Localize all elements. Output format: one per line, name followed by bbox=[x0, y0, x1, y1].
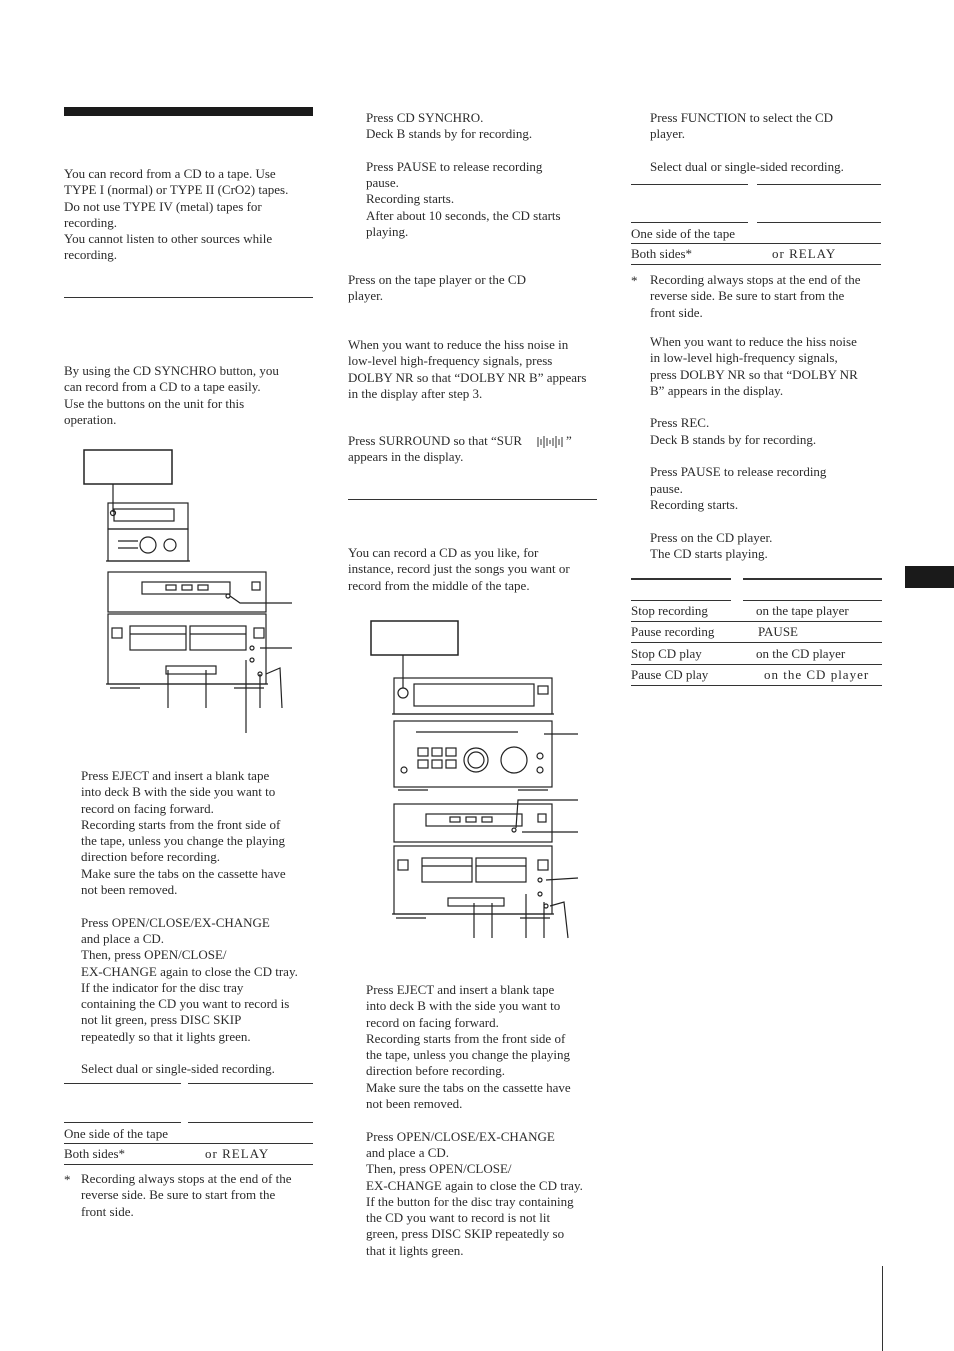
col3-table-line bbox=[631, 222, 748, 223]
col3-steps2: When you want to reduce the hiss noise in low-level high-frequency signals, press DOLBY NR so that “DOLBY NR B” appears in the display. Press REC. Deck B stands by for recording. Press PAUSE to release recording pause. Recording starts. Press on the CD player. The CD starts playing. bbox=[650, 334, 858, 561]
col2-manual-intro: You can record a CD as you like, for instance, record just the songs you want or record from the middle of the tape. bbox=[348, 545, 570, 593]
col3-ops-line bbox=[743, 600, 882, 601]
col1-table-row1: One side of the tape bbox=[64, 1126, 168, 1141]
col3-ops-line bbox=[631, 600, 731, 601]
ops-label-pause-recording: Pause recording bbox=[631, 624, 715, 639]
col1-synchro-intro: By using the CD SYNCHRO button, you can record from a CD to a tape easily. Use the buttons on the unit for this operation. bbox=[64, 363, 279, 427]
ops-label-stop-cd: Stop CD play bbox=[631, 646, 702, 661]
col1-table-line bbox=[64, 1122, 181, 1123]
col2-surround-close: ” bbox=[566, 433, 572, 448]
col1-divider bbox=[64, 297, 313, 298]
ops-value-stop-cd: on the CD player bbox=[756, 646, 846, 661]
page-edge-line bbox=[882, 1266, 883, 1351]
col3-table-bottom bbox=[631, 264, 881, 265]
col1-table-row2-val: or RELAY bbox=[205, 1146, 270, 1161]
stereo-illustration-1 bbox=[80, 448, 300, 738]
surround-indicator-icon bbox=[536, 435, 564, 449]
col1-table-top-right bbox=[188, 1083, 313, 1084]
section-tab-marker bbox=[905, 566, 954, 588]
col3-table-row2-val: or RELAY bbox=[772, 246, 837, 261]
ops-value-pause-cd: on the CD player bbox=[764, 667, 870, 682]
col2-dolby: When you want to reduce the hiss noise in low-level high-frequency signals, press DOLBY NR so that “DOLBY NR B” appears in the display after step 3. bbox=[348, 337, 587, 401]
col3-table-line bbox=[631, 243, 881, 244]
col1-intro: You can record from a CD to a tape. Use TYPE I (normal) or TYPE II (CrO2) tapes. Do not use TYPE IV (metal) tapes for recording. You cannot listen to other sources while recording. bbox=[64, 166, 289, 263]
col3-footnote: Recording always stops at the end of the reverse side. Be sure to start from the front side. bbox=[650, 272, 861, 320]
col1-footnote-mark: * bbox=[64, 1172, 71, 1187]
col1-table-top-left bbox=[64, 1083, 181, 1084]
col2-divider bbox=[348, 499, 597, 500]
col1-table-line bbox=[64, 1143, 313, 1144]
col1-table-bottom bbox=[64, 1164, 313, 1165]
col1-footnote: Recording always stops at the end of the reverse side. Be sure to start from the front side. bbox=[81, 1171, 292, 1219]
col3-table-row1: One side of the tape bbox=[631, 226, 735, 241]
col3-table-top-left bbox=[631, 184, 748, 185]
col3-ops-line bbox=[631, 642, 882, 643]
col3-ops-line bbox=[631, 664, 882, 665]
ops-label-stop-recording: Stop recording bbox=[631, 603, 708, 618]
ops-value-pause-recording: PAUSE bbox=[758, 624, 798, 639]
stereo-illustration-2 bbox=[368, 618, 583, 940]
ops-label-pause-cd: Pause CD play bbox=[631, 667, 709, 682]
col2-steps: Press CD SYNCHRO. Deck B stands by for recording. Press PAUSE to release recording pause. Recording starts. After about 10 seconds, the CD starts playing. bbox=[366, 110, 561, 240]
col3-table-line bbox=[757, 222, 881, 223]
col3-ops-bottom bbox=[631, 685, 882, 686]
col3-table-top-right bbox=[757, 184, 881, 185]
col3-ops-top-right bbox=[743, 578, 882, 580]
col3-table-row2: Both sides* bbox=[631, 246, 693, 261]
col3-ops-line bbox=[631, 621, 882, 622]
col3-steps: Press FUNCTION to select the CD player. Select dual or single-sided recording. bbox=[650, 110, 844, 174]
col2-surround-line2: appears in the display. bbox=[348, 449, 464, 464]
col3-ops-top-left bbox=[631, 578, 731, 580]
col2-stop: Press on the tape player or the CD player. bbox=[348, 272, 526, 304]
section-title-bar bbox=[64, 107, 313, 116]
col3-footnote-mark: * bbox=[631, 273, 638, 288]
ops-value-stop-recording: on the tape player bbox=[756, 603, 849, 618]
col1-steps: Press EJECT and insert a blank tape into deck B with the side you want to record on facing forward. Recording starts from the front side of the tape, unless you change the playing direction before recording. Make sure the tabs on the cassette have not been removed. Press OPEN/CLOSE/EX-CHANGE and place a CD. Then, press OPEN/CLOSE/ EX-CHANGE again to close the CD tray. If the indicator for the disc tray containing the CD you want to record is not lit green, press DISC SKIP repeatedly so that it lights green. Select dual or single-sided recording. bbox=[81, 768, 298, 1077]
col1-table-line bbox=[188, 1122, 313, 1123]
col1-table-row2: Both sides* bbox=[64, 1146, 126, 1161]
col2-steps2: Press EJECT and insert a blank tape into deck B with the side you want to record on facing forward. Recording starts from the front side of the tape, unless you change the playing direction before recording. Make sure the tabs on the cassette have not been removed. Press OPEN/CLOSE/EX-CHANGE and place a CD. Then, press OPEN/CLOSE/ EX-CHANGE again to close the CD tray. If the button for the disc tray containing the CD you want to record is not lit green, press DISC SKIP repeatedly so that it lights green. bbox=[366, 982, 583, 1258]
col2-surround-text: Press SURROUND so that “SUR bbox=[348, 433, 523, 448]
